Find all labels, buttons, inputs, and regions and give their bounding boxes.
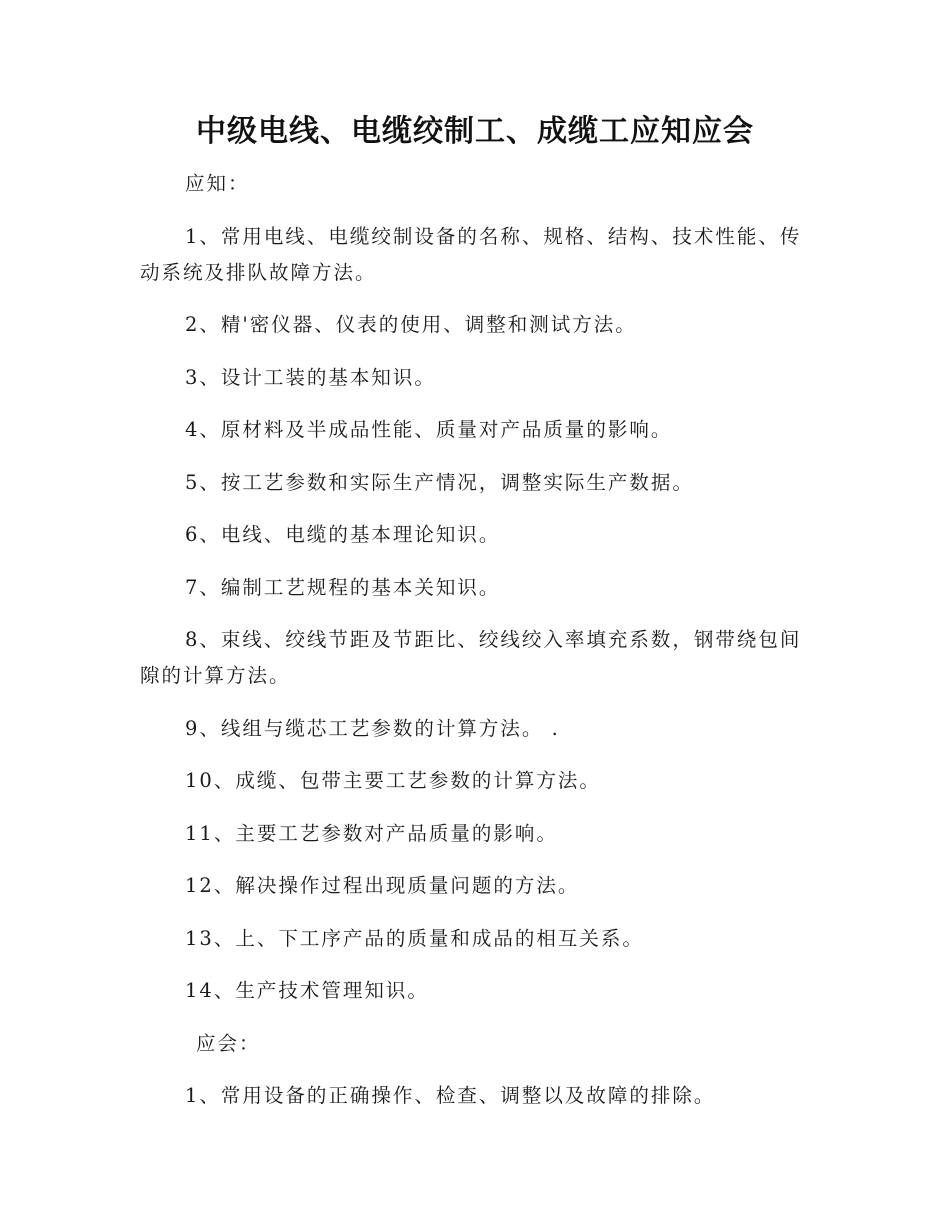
- know-item-1: 1、常用电线、电缆绞制设备的名称、规格、结构、技术性能、传动系统及排队故障方法。: [140, 224, 802, 284]
- know-item-10: 10、成缆、包带主要工艺参数的计算方法。: [185, 769, 601, 792]
- know-item-2: 2、精'密仪器、仪表的使用、调整和测试方法。: [185, 313, 637, 336]
- know-item-7: 7、编制工艺规程的基本关知识。: [185, 575, 501, 599]
- section-heading-can: 应会：: [196, 1031, 261, 1055]
- know-item-12: 12、解决操作过程出现质量问题的方法。: [185, 874, 580, 897]
- know-item-13: 13、上、下工序产品的质量和成品的相互关系。: [185, 926, 644, 950]
- know-item-8: 8、束线、绞线节距及节距比、绞线绞入率填充系数，钢带绕包间隙的计算方法。: [140, 628, 802, 687]
- know-item-14: 14、生产技术管理知识。: [185, 979, 429, 1002]
- know-item-9: 9、线组与缆芯工艺参数的计算方法。 .: [185, 716, 560, 740]
- section-heading-know: 应知：: [185, 172, 250, 195]
- know-item-6: 6、电线、电缆的基本理论知识。: [185, 523, 501, 546]
- know-item-5: 5、按工艺参数和实际生产情况，调整实际生产数据。: [185, 470, 694, 494]
- know-item-11: 11、主要工艺参数对产品质量的影响。: [185, 821, 558, 845]
- document-title: 中级电线、电缆绞制工、成缆工应知应会: [196, 114, 754, 149]
- know-item-4: 4、原材料及半成品性能、质量对产品质量的影响。: [185, 418, 673, 441]
- can-item-1: 1、常用设备的正确操作、检查、调整以及故障的排除。: [185, 1084, 716, 1107]
- document-body: [140, 166, 808, 1131]
- know-item-3: 3、设计工装的基本知识。: [185, 365, 436, 389]
